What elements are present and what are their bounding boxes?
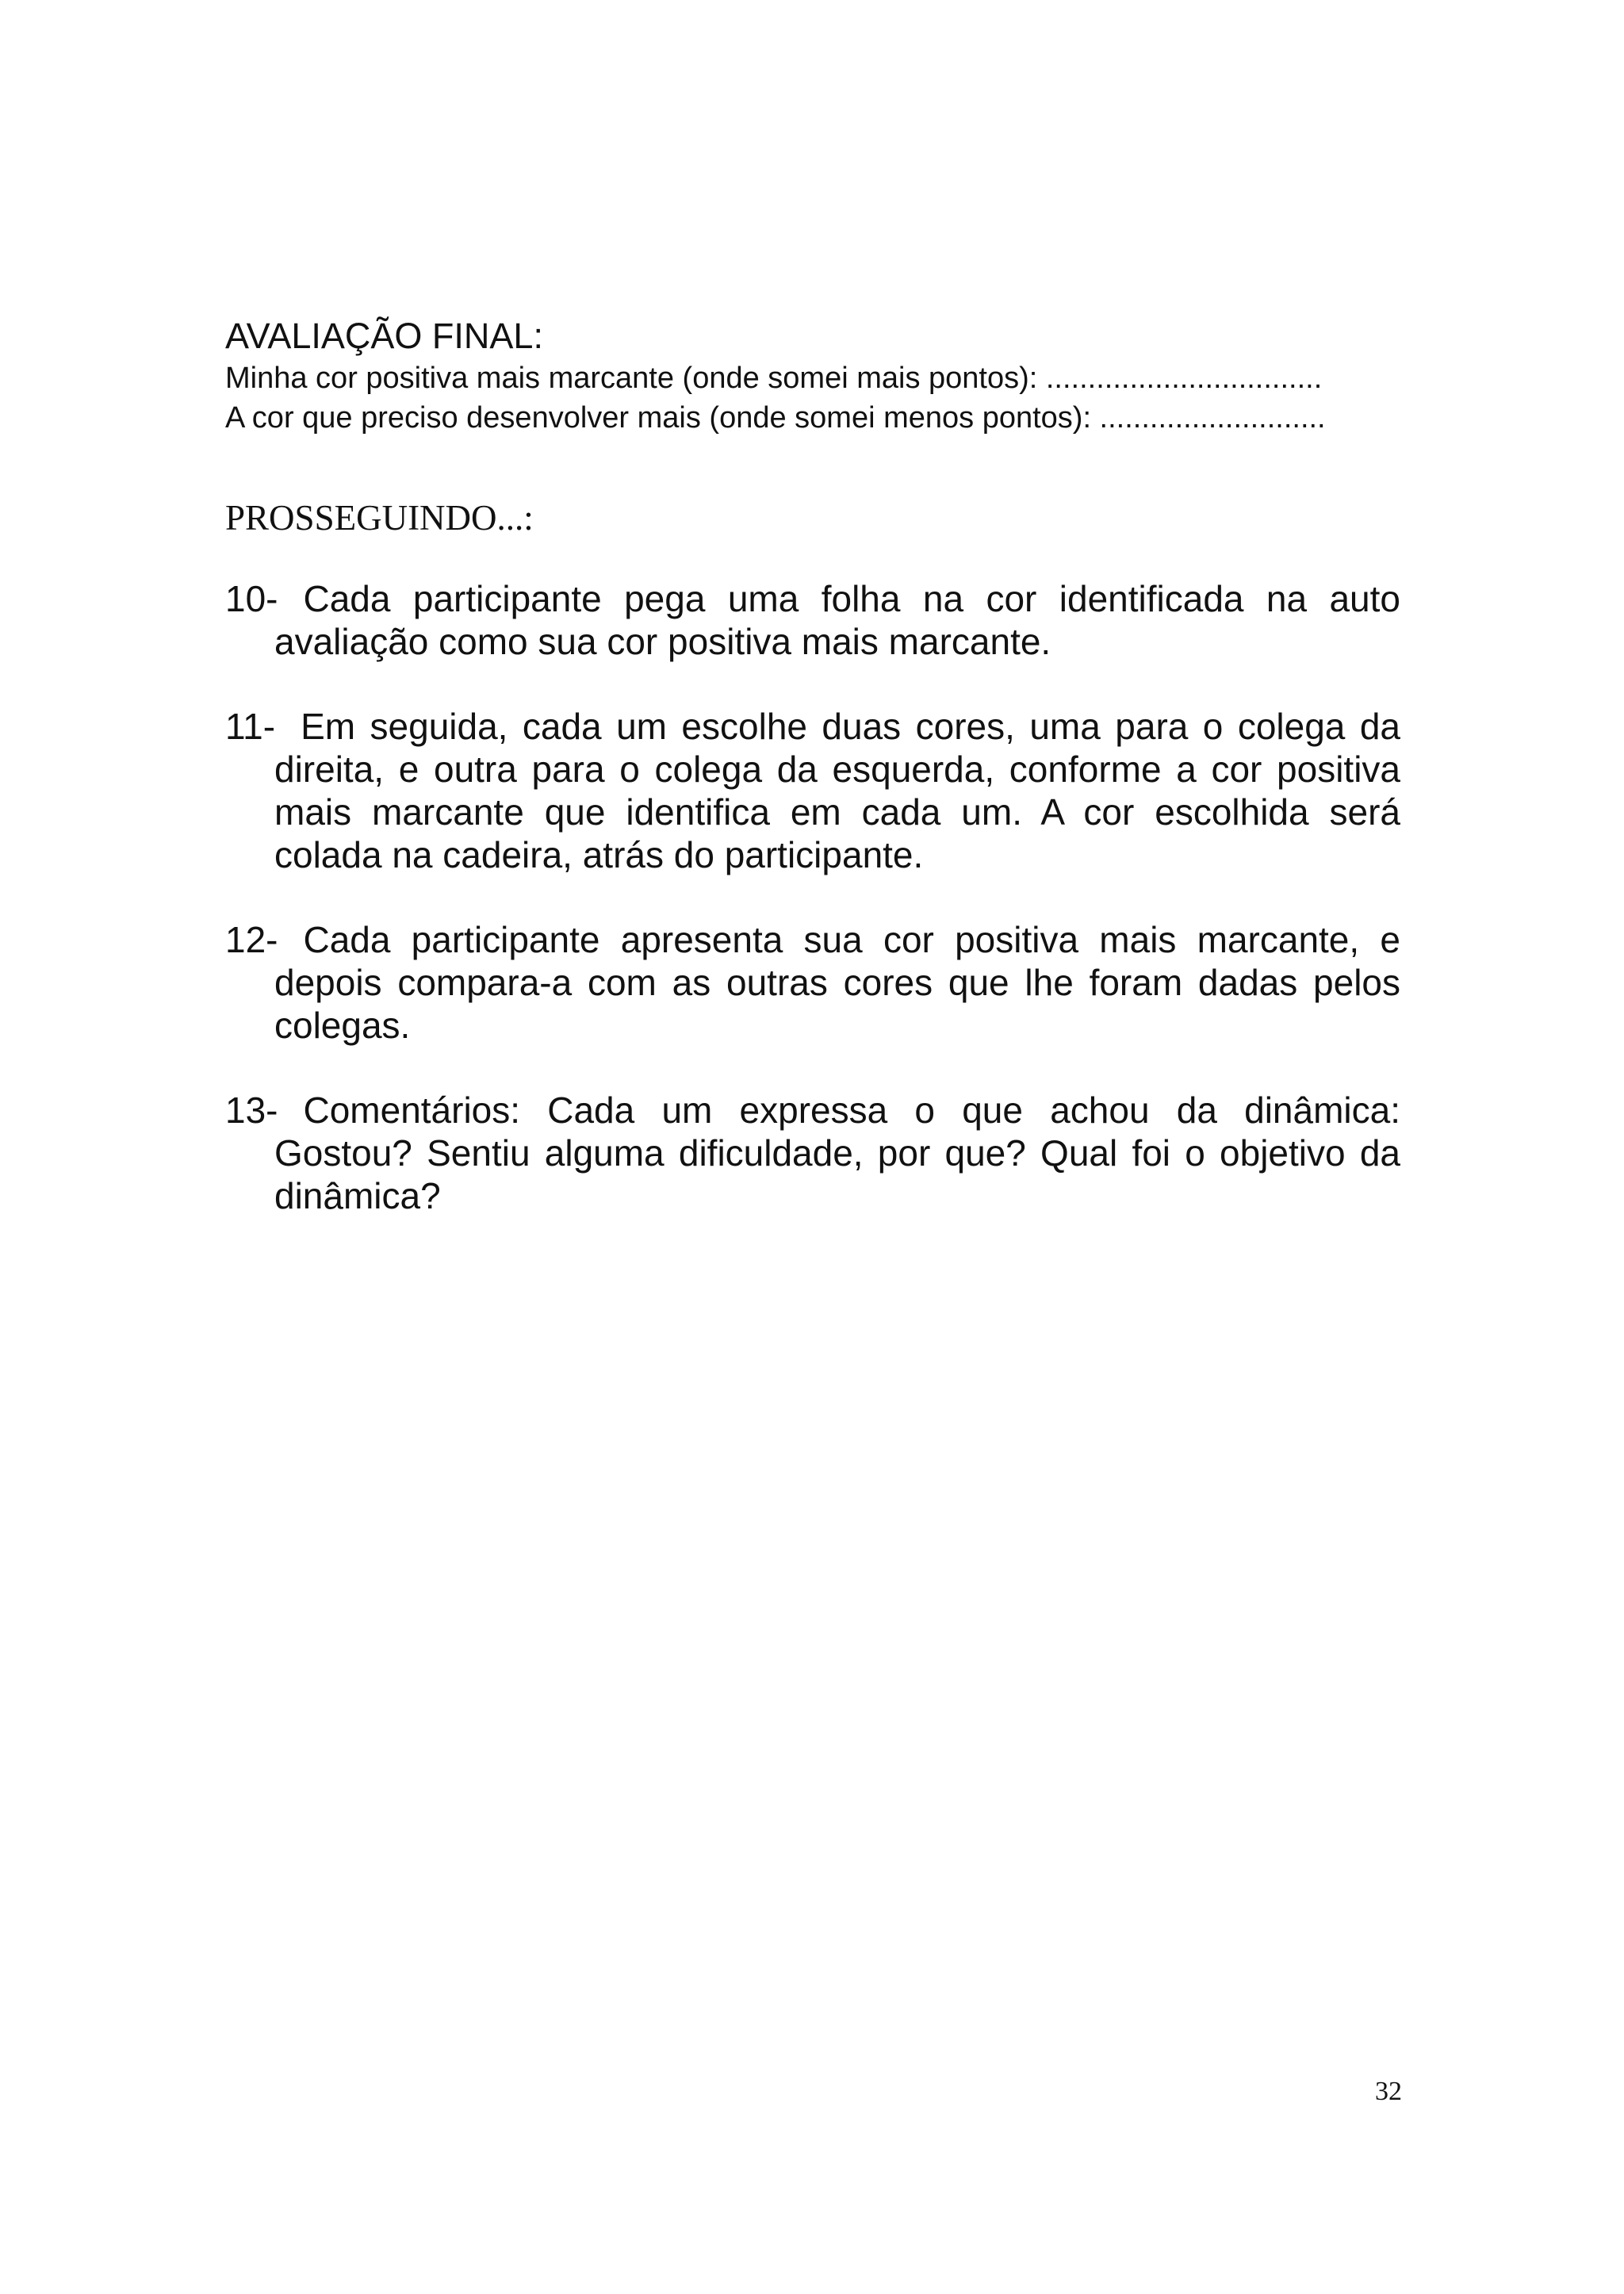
final-evaluation-line-1: Minha cor positiva mais marcante (onde somei mais pontos): ................................. — [225, 362, 1323, 395]
steps-list — [225, 577, 1400, 1217]
page-number: 32 — [1375, 2077, 1402, 2106]
step-number: 10- — [225, 578, 278, 619]
step-12 — [225, 918, 1400, 1047]
step-10 — [225, 577, 1400, 663]
step-text: Em seguida, cada um escolhe duas cores, uma para o colega da direita, e outra para o colega da esquerda, conforme a cor positiva mais marcante que identifica em cada um. A cor escolhida será colada na cadeira, atrás do participante. — [274, 706, 1400, 875]
step-11 — [225, 705, 1400, 876]
final-evaluation-title: AVALIAÇÃO FINAL: — [225, 316, 543, 356]
step-13 — [225, 1089, 1400, 1217]
step-number: 13- — [225, 1090, 278, 1131]
continuing-title: PROSSEGUINDO...: — [225, 498, 534, 538]
step-text: Cada participante apresenta sua cor positiva mais marcante, e depois compara-a com as outras cores que lhe foram dadas pelos colegas. — [274, 919, 1400, 1046]
step-number: 11- — [225, 706, 276, 747]
step-number: 12- — [225, 919, 278, 960]
final-evaluation-line-2: A cor que preciso desenvolver mais (onde somei menos pontos): ........................... — [225, 401, 1326, 435]
step-text: Cada participante pega uma folha na cor identificada na auto avaliação como sua cor positiva mais marcante. — [274, 578, 1400, 662]
step-text: Comentários: Cada um expressa o que achou da dinâmica: Gostou? Sentiu alguma dificuldade, por que? Qual foi o objetivo da dinâmica? — [274, 1090, 1400, 1216]
page-content — [225, 314, 1400, 1259]
